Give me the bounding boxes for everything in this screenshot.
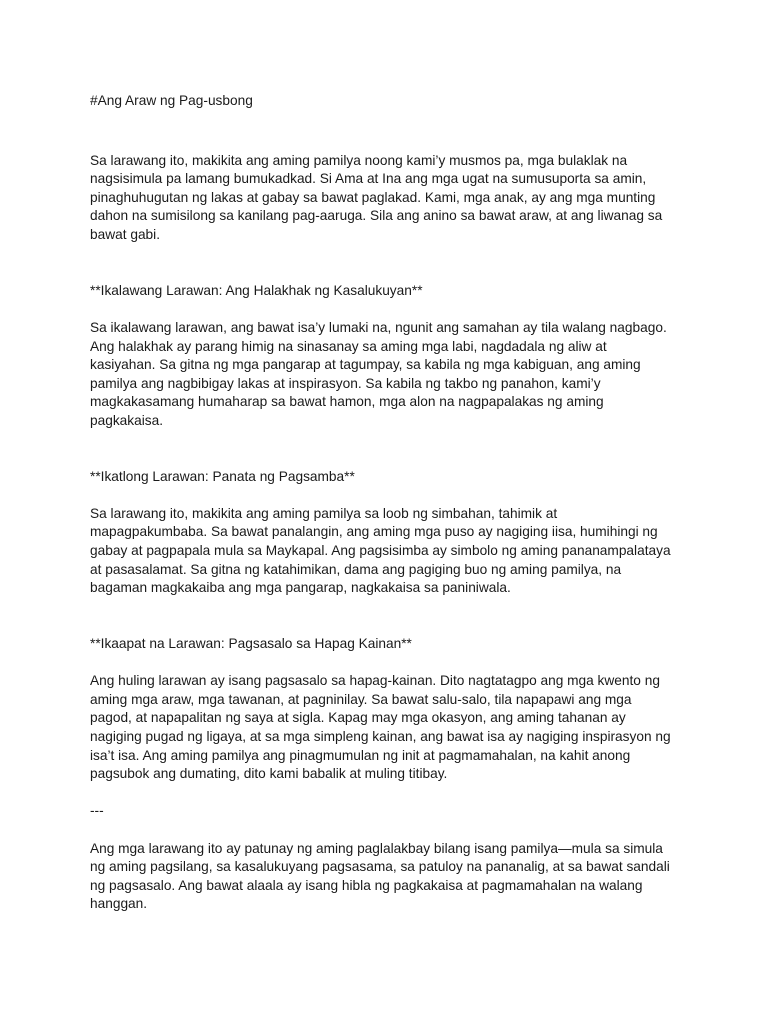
section-heading: **Ikalawang Larawan: Ang Halakhak ng Kasalukuyan** xyxy=(90,282,423,298)
section-ikaapat-na-larawan xyxy=(90,616,690,783)
section-divider: --- xyxy=(90,803,104,819)
section-heading: **Ikaapat na Larawan: Pagsasalo sa Hapag Kainan** xyxy=(90,636,412,652)
section-heading: **Ikatlong Larawan: Panata ng Pagsamba** xyxy=(90,468,355,484)
section-body: Sa larawang ito, makikita ang aming pamilya sa loob ng simbahan, tahimik at mapagpakumbaba. Sa bawat panalangin, ang aming mga puso ay nagiging iisa, humihingi ng gabay at pagpapala mula sa Maykapal. Ang pagsisimba ay simbolo ng aming pananampalataya at pasasalamat. Sa gitna ng katahimikan, dama ang pagiging buo ng aming pamilya, na bagaman magkakaiba ang mga pangarap, nagkakaisa sa paniniwala. xyxy=(90,505,671,596)
section-body: Sa ikalawang larawan, ang bawat isa’y lumaki na, ngunit ang samahan ay tila walang nagbago. Ang halakhak ay parang himig na sinasanay sa aming mga labi, nagdadala ng aliw at kasiyahan. Sa gitna ng mga pangarap at tagumpay, sa kabila ng mga kabiguan, ang aming pamilya ang nagbibigay lakas at inspirasyon. Sa kabila ng takbo ng panahon, kami’y magkakasamang humaharap sa bawat hamon, mga alon na nagpapalakas ng aming pagkakaisa. xyxy=(90,319,667,428)
conclusion-paragraph: Ang mga larawang ito ay patunay ng aming paglalakbay bilang isang pamilya—mula sa simula ng aming pagsilang, sa kasalukuyang pagsasama, sa patuloy na pananalig, at sa bawat sandali ng pagsasalo. Ang bawat alaala ay isang hibla ng pagkakaisa at pagmamahalan na walang hanggan. xyxy=(90,840,670,912)
document-title: #Ang Araw ng Pag-usbong xyxy=(90,93,253,108)
section-body: Ang huling larawan ay isang pagsasalo sa hapag-kainan. Dito nagtatagpo ang mga kwento ng aming mga araw, mga tawanan, at pagninilay. Sa bawat salu-salo, tila napapawi ang mga pagod, at napapalitan ng saya at sigla. Kapag may mga okasyon, ang aming tahanan ay nagiging pugad ng ligaya, at sa mga simpleng kainan, ang bawat isa ay nagiging inspirasyon ng isa’t isa. Ang aming pamilya ang pinagmumulan ng init at pagmamahalan, na kahit anong pagsubok ang dumating, dito kami babalik at muling titibay. xyxy=(90,673,671,782)
intro-paragraph: Sa larawang ito, makikita ang aming pamilya noong kami’y musmos pa, mga bulaklak na nagsisimula pa lamang bumukadkad. Si Ama at Ina ang mga ugat na sumusuporta sa amin, pinaghuhugutan ng lakas at gabay sa bawat paglakad. Kami, mga anak, ay ang mga munting dahon na sumisilong sa kanilang pag-aaruga. Sila ang anino sa bawat araw, at ang liwanag sa bawat gabi. xyxy=(90,152,663,242)
document-content xyxy=(90,92,690,933)
section-ikatlong-larawan xyxy=(90,449,690,598)
section-ikalawang-larawan xyxy=(90,263,690,430)
